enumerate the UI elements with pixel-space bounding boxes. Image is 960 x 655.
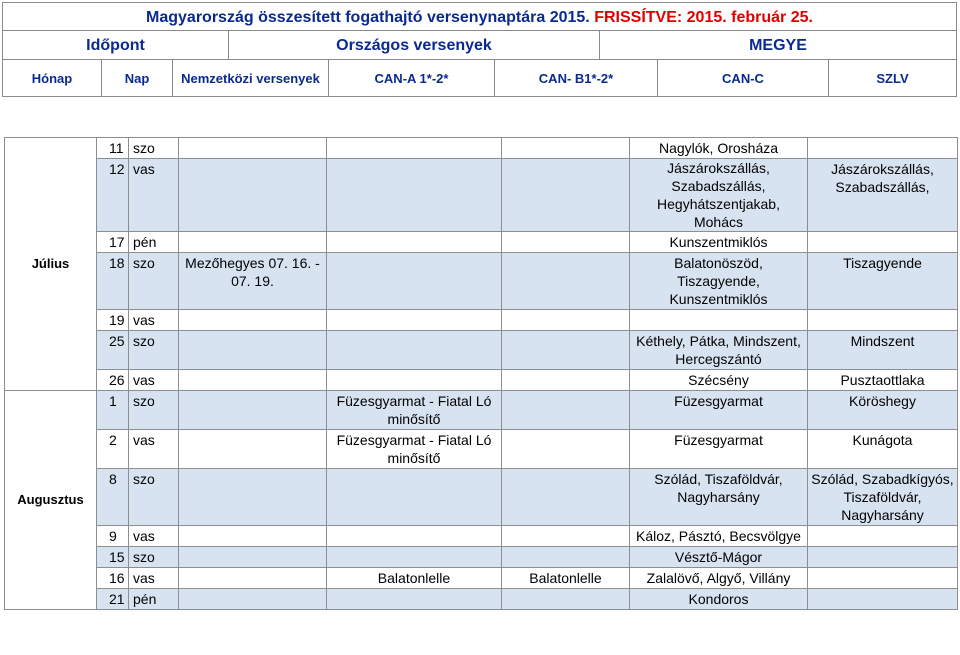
page-title <box>3 3 957 34</box>
szlv-cell: Mindszent <box>808 331 958 370</box>
intl-cell <box>179 159 327 232</box>
table-row <box>5 391 958 430</box>
canb-cell <box>502 253 630 310</box>
canc-cell: Szécsény <box>630 370 808 391</box>
col-megye: MEGYE <box>600 31 957 62</box>
intl-cell <box>179 526 327 547</box>
szlv-cell: Szólád, Szabadkígyós, Tiszaföldvár, Nagyharsány <box>808 469 958 526</box>
table-row <box>5 547 958 568</box>
szlv-cell: Pusztaottlaka <box>808 370 958 391</box>
canb-cell <box>502 331 630 370</box>
canb-cell <box>502 526 630 547</box>
col-national: Országos versenyek <box>229 31 600 62</box>
canc-cell: Balatonöszöd, Tiszagyende, Kunszentmiklós <box>630 253 808 310</box>
sub-canc: CAN-C <box>658 60 829 97</box>
szlv-cell: Tiszagyende <box>808 253 958 310</box>
month-august: Augusztus <box>5 391 97 610</box>
header-columns <box>2 30 957 62</box>
intl-cell <box>179 331 327 370</box>
canc-cell: Kondoros <box>630 589 808 610</box>
sub-canb: CAN- B1*-2* <box>495 60 658 97</box>
canc-cell: Kunszentmiklós <box>630 232 808 253</box>
month-july: Július <box>5 138 97 391</box>
intl-cell <box>179 370 327 391</box>
day-cell: 18 <box>97 253 129 310</box>
weekday-cell: szo <box>129 391 179 430</box>
canb-cell <box>502 310 630 331</box>
day-cell: 1 <box>97 391 129 430</box>
header-subcolumns <box>2 59 957 97</box>
intl-cell <box>179 430 327 469</box>
table-row <box>5 310 958 331</box>
canb-cell <box>502 370 630 391</box>
canc-cell: Füzesgyarmat <box>630 391 808 430</box>
szlv-cell <box>808 232 958 253</box>
day-cell: 26 <box>97 370 129 391</box>
intl-cell <box>179 589 327 610</box>
cana-cell <box>327 253 502 310</box>
cana-cell <box>327 331 502 370</box>
szlv-cell <box>808 547 958 568</box>
canc-cell: Füzesgyarmat <box>630 430 808 469</box>
cana-cell <box>327 232 502 253</box>
weekday-cell: szo <box>129 331 179 370</box>
intl-cell <box>179 232 327 253</box>
canc-cell: Nagylók, Orosháza <box>630 138 808 159</box>
canb-cell <box>502 232 630 253</box>
table-row <box>5 253 958 310</box>
intl-cell <box>179 310 327 331</box>
cana-cell <box>327 310 502 331</box>
szlv-cell <box>808 138 958 159</box>
intl-cell <box>179 469 327 526</box>
sub-intl: Nemzetközi versenyek <box>173 60 329 97</box>
weekday-cell: szo <box>129 469 179 526</box>
day-cell: 8 <box>97 469 129 526</box>
szlv-cell: Jászárokszállás, Szabadszállás, <box>808 159 958 232</box>
canb-cell <box>502 430 630 469</box>
table-row <box>5 469 958 526</box>
table-row <box>5 138 958 159</box>
szlv-cell <box>808 310 958 331</box>
canb-cell <box>502 469 630 526</box>
day-cell: 12 <box>97 159 129 232</box>
canb-cell <box>502 547 630 568</box>
cana-cell <box>327 547 502 568</box>
canc-cell: Kéthely, Pátka, Mindszent, Hercegszántó <box>630 331 808 370</box>
cana-cell <box>327 526 502 547</box>
cana-cell: Füzesgyarmat - Fiatal Ló minősítő <box>327 430 502 469</box>
canb-cell: Balatonlelle <box>502 568 630 589</box>
canc-cell: Vésztő-Mágor <box>630 547 808 568</box>
weekday-cell: vas <box>129 159 179 232</box>
table-row <box>5 430 958 469</box>
table-row <box>5 232 958 253</box>
cana-cell: Balatonlelle <box>327 568 502 589</box>
weekday-cell: szo <box>129 253 179 310</box>
sub-month: Hónap <box>3 60 102 97</box>
canc-cell: Káloz, Pásztó, Becsvölgye <box>630 526 808 547</box>
szlv-cell <box>808 568 958 589</box>
day-cell: 11 <box>97 138 129 159</box>
table-row <box>5 526 958 547</box>
day-cell: 2 <box>97 430 129 469</box>
day-cell: 15 <box>97 547 129 568</box>
intl-cell: Mezőhegyes 07. 16. - 07. 19. <box>179 253 327 310</box>
canb-cell <box>502 391 630 430</box>
table-row <box>5 370 958 391</box>
intl-cell <box>179 391 327 430</box>
intl-cell <box>179 138 327 159</box>
weekday-cell: vas <box>129 526 179 547</box>
canb-cell <box>502 159 630 232</box>
weekday-cell: szo <box>129 138 179 159</box>
weekday-cell: pén <box>129 589 179 610</box>
szlv-cell: Kunágota <box>808 430 958 469</box>
day-cell: 17 <box>97 232 129 253</box>
szlv-cell <box>808 526 958 547</box>
canc-cell <box>630 310 808 331</box>
cana-cell <box>327 370 502 391</box>
weekday-cell: szo <box>129 547 179 568</box>
day-cell: 16 <box>97 568 129 589</box>
table-row <box>5 589 958 610</box>
day-cell: 25 <box>97 331 129 370</box>
canc-cell: Zalalövő, Algyő, Villány <box>630 568 808 589</box>
sub-day: Nap <box>102 60 173 97</box>
weekday-cell: vas <box>129 310 179 331</box>
day-cell: 19 <box>97 310 129 331</box>
weekday-cell: vas <box>129 568 179 589</box>
cana-cell <box>327 138 502 159</box>
sub-szlv: SZLV <box>829 60 957 97</box>
cana-cell: Füzesgyarmat - Fiatal Ló minősítő <box>327 391 502 430</box>
table-row <box>5 159 958 232</box>
col-time: Időpont <box>3 31 229 62</box>
canb-cell <box>502 138 630 159</box>
cana-cell <box>327 159 502 232</box>
sub-cana: CAN-A 1*-2* <box>329 60 495 97</box>
weekday-cell: vas <box>129 430 179 469</box>
table-row <box>5 568 958 589</box>
weekday-cell: pén <box>129 232 179 253</box>
weekday-cell: vas <box>129 370 179 391</box>
title-update: FRISSÍTVE: 2015. február 25. <box>594 9 813 26</box>
canc-cell: Jászárokszállás, Szabadszállás, Hegyhátszentjakab, Mohács <box>630 159 808 232</box>
calendar-table <box>4 137 958 610</box>
szlv-cell <box>808 589 958 610</box>
table-row <box>5 331 958 370</box>
intl-cell <box>179 568 327 589</box>
cana-cell <box>327 589 502 610</box>
day-cell: 21 <box>97 589 129 610</box>
canb-cell <box>502 589 630 610</box>
day-cell: 9 <box>97 526 129 547</box>
title-main: Magyarország összesített fogathajtó versenynaptára 2015. <box>146 9 590 26</box>
canc-cell: Szólád, Tiszaföldvár, Nagyharsány <box>630 469 808 526</box>
intl-cell <box>179 547 327 568</box>
cana-cell <box>327 469 502 526</box>
szlv-cell: Köröshegy <box>808 391 958 430</box>
